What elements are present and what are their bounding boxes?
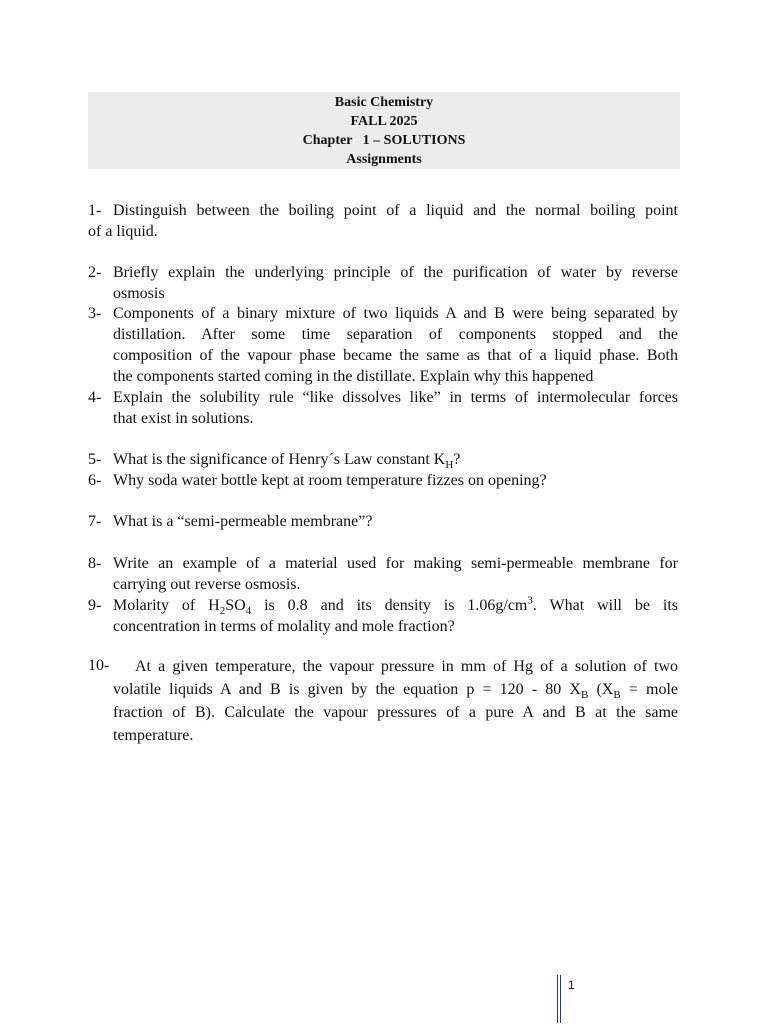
question-number: 2- <box>88 264 102 281</box>
question-text: temperature. <box>113 727 194 744</box>
question-2 <box>88 262 678 304</box>
subscript: 4 <box>245 605 252 618</box>
question-text: What is a “semi-permeable membrane”? <box>113 513 373 530</box>
question-text: Components of a binary mixture of two liquids A and B were being separated by <box>113 305 678 322</box>
subscript: H <box>445 459 454 472</box>
chapter-title: Chapter 1 – SOLUTIONS <box>302 133 466 148</box>
question-number: 10- <box>88 657 110 674</box>
question-5 <box>88 449 678 470</box>
question-text: concentration in terms of molality and mole fraction? <box>113 618 455 635</box>
question-text: carrying out reverse osmosis. <box>113 576 301 593</box>
question-text: Why soda water bottle kept at room temperature fizzes on opening? <box>113 472 547 489</box>
question-text: Write an example of a material used for making semi-permeable membrane for <box>113 555 678 572</box>
text-part: . What will be its <box>532 597 679 614</box>
question-number: 6- <box>88 472 102 489</box>
question-text: of a liquid. <box>88 223 158 240</box>
text-part: = mole <box>620 681 678 698</box>
question-text: At a given temperature, the vapour pressure in mm of Hg of a solution of two <box>135 658 678 675</box>
text-part: is 0.8 and its density is 1.06g/cm <box>251 597 528 614</box>
title-block <box>88 92 680 169</box>
question-text: the components started coming in the distillate. Explain why this happened <box>113 368 594 385</box>
question-text: What is the significance of Henry´s Law constant K <box>113 451 446 468</box>
superscript: 3 <box>527 594 533 607</box>
question-4 <box>88 387 678 429</box>
question-9 <box>88 595 678 637</box>
subscript: 2 <box>219 605 226 618</box>
question-text: Briefly explain the underlying principle of the purification of water by reverse <box>113 264 678 281</box>
question-number: 7- <box>88 513 102 530</box>
text-part: (X <box>588 681 614 698</box>
question-text: that exist in solutions. <box>113 410 254 427</box>
footer-rule <box>560 975 561 1023</box>
question-7 <box>88 511 678 532</box>
question-number: 3- <box>88 305 102 322</box>
question-text: Explain the solubility rule “like dissolves like” in terms of intermolecular forces <box>113 389 678 406</box>
question-text: osmosis <box>113 285 165 302</box>
footer-rule <box>557 975 558 1023</box>
question-number: 8- <box>88 555 102 572</box>
question-text: fraction of B). Calculate the vapour pressures of a pure A and B at the same <box>113 704 678 721</box>
question-text: distillation. After some time separation of components stopped and the <box>113 326 678 343</box>
question-text <box>88 678 678 701</box>
text-part: SO <box>225 597 246 614</box>
section-label: Assignments <box>346 152 422 167</box>
text-part: Molarity of H <box>113 597 220 614</box>
question-3 <box>88 303 678 387</box>
question-text <box>113 595 678 616</box>
term-label: FALL 2025 <box>350 114 418 129</box>
question-number: 1- <box>88 202 102 219</box>
question-10 <box>88 655 678 747</box>
question-number: 4- <box>88 389 102 406</box>
question-8 <box>88 553 678 595</box>
page-footer <box>557 975 597 1023</box>
question-1 <box>88 200 678 242</box>
question-text: Distinguish between the boiling point of a liquid and the normal boiling point <box>113 202 678 219</box>
question-6 <box>88 470 678 491</box>
subscript: B <box>580 689 589 702</box>
page-number: 1 <box>568 978 575 992</box>
question-number: 5- <box>88 451 102 468</box>
question-number: 9- <box>88 597 102 614</box>
text-part: volatile liquids A and B is given by the equation p = 120 - 80 X <box>113 681 581 698</box>
question-text: composition of the vapour phase became the same as that of a liquid phase. Both <box>113 347 678 364</box>
course-title: Basic Chemistry <box>334 95 434 110</box>
question-text: ? <box>453 451 461 468</box>
subscript: B <box>613 689 621 702</box>
